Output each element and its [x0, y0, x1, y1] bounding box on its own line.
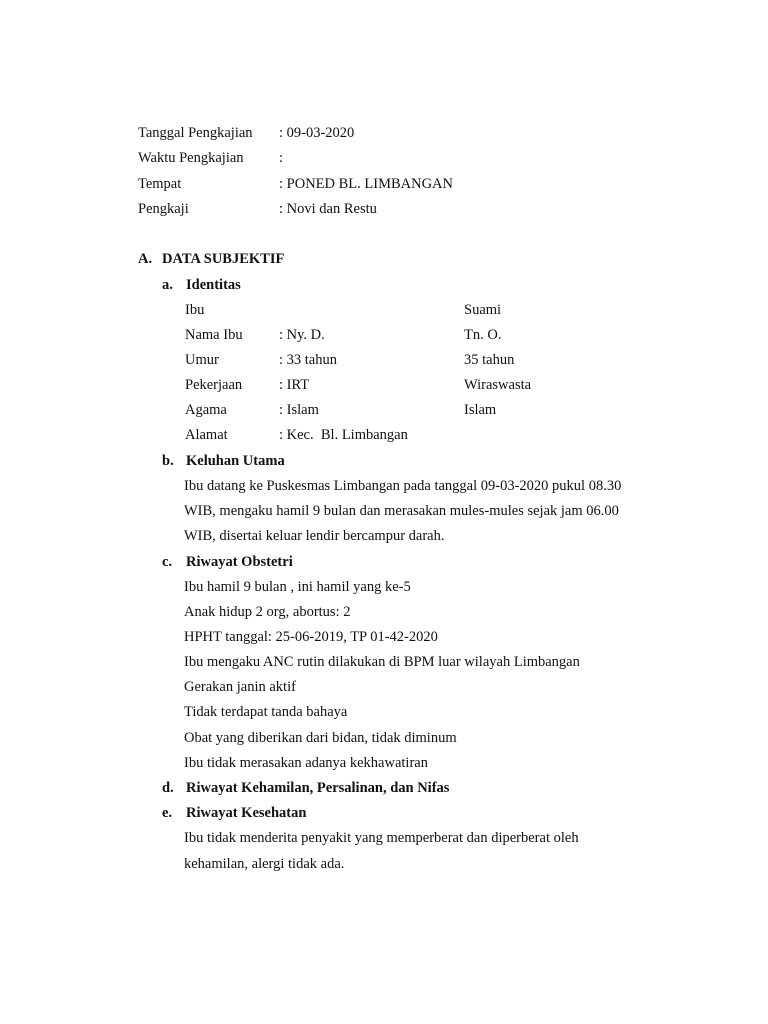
kehamilan-title: Riwayat Kehamilan, Persalinan, dan Nifas [186, 780, 450, 796]
keluhan-marker: b. [162, 453, 174, 469]
col-ibu: Ibu [185, 302, 205, 318]
identitas-row-ibu: : Ny. D. [279, 327, 325, 343]
identitas-row-suami: Wiraswasta [464, 377, 532, 393]
section-a-title: DATA SUBJEKTIF [162, 251, 285, 267]
identitas-row-label: Pekerjaan [185, 377, 243, 393]
waktu-label: Waktu Pengkajian [138, 150, 244, 166]
obstetri-line: HPHT tanggal: 25-06-2019, TP 01-42-2020 [184, 629, 438, 645]
obstetri-title: Riwayat Obstetri [186, 554, 293, 570]
identitas-row-label: Alamat [185, 427, 228, 443]
kesehatan-line: Ibu tidak menderita penyakit yang memperberat dan diperberat oleh [184, 830, 579, 846]
keluhan-line: Ibu datang ke Puskesmas Limbangan pada tanggal 09-03-2020 pukul 08.30 [184, 478, 622, 494]
kesehatan-marker: e. [162, 805, 173, 821]
tempat-value: : PONED BL. LIMBANGAN [279, 176, 453, 192]
keluhan-line: WIB, mengaku hamil 9 bulan dan merasakan mules-mules sejak jam 06.00 [184, 503, 619, 519]
waktu-value: : [279, 150, 284, 166]
tempat-label: Tempat [138, 176, 182, 192]
identitas-row-ibu: : 33 tahun [279, 352, 337, 368]
identitas-title: Identitas [186, 277, 241, 293]
identitas-row-ibu: : Islam [279, 402, 319, 418]
obstetri-line: Ibu mengaku ANC rutin dilakukan di BPM luar wilayah Limbangan [184, 654, 580, 670]
identitas-row-label: Agama [185, 402, 227, 418]
kesehatan-line: kehamilan, alergi tidak ada. [184, 856, 345, 872]
tanggal-label: Tanggal Pengkajian [138, 125, 253, 141]
identitas-row-label: Umur [185, 352, 219, 368]
obstetri-line: Ibu hamil 9 bulan , ini hamil yang ke-5 [184, 579, 411, 595]
identitas-marker: a. [162, 277, 173, 293]
obstetri-line: Tidak terdapat tanda bahaya [184, 704, 348, 720]
keluhan-title: Keluhan Utama [186, 453, 285, 469]
identitas-row-suami: Tn. O. [464, 327, 502, 343]
obstetri-line: Obat yang diberikan dari bidan, tidak diminum [184, 730, 457, 746]
identitas-row-label: Nama Ibu [185, 327, 243, 343]
identitas-row-suami: 35 tahun [464, 352, 515, 368]
obstetri-line: Ibu tidak merasakan adanya kekhawatiran [184, 755, 428, 771]
obstetri-line: Gerakan janin aktif [184, 679, 296, 695]
identitas-row-ibu: : Kec. Bl. Limbangan [279, 427, 408, 443]
kesehatan-title: Riwayat Kesehatan [186, 805, 307, 821]
kehamilan-marker: d. [162, 780, 174, 796]
identitas-row-suami: Islam [464, 402, 497, 418]
obstetri-line: Anak hidup 2 org, abortus: 2 [184, 604, 351, 620]
keluhan-line: WIB, disertai keluar lendir bercampur darah. [184, 528, 445, 544]
pengkaji-label: Pengkaji [138, 201, 189, 217]
tanggal-value: : 09-03-2020 [279, 125, 355, 141]
section-a-marker: A. [138, 251, 153, 267]
col-suami: Suami [464, 302, 502, 318]
identitas-row-ibu: : IRT [279, 377, 310, 393]
pengkaji-value: : Novi dan Restu [279, 201, 377, 217]
obstetri-marker: c. [162, 554, 173, 570]
